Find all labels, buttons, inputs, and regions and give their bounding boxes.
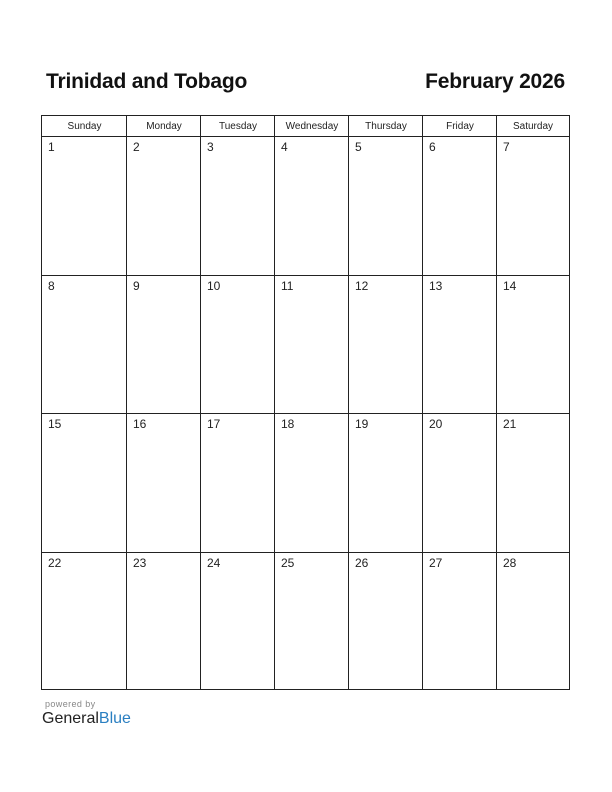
day-number: 20: [429, 417, 443, 431]
day-cell: [423, 553, 497, 689]
grid-line-vertical: [200, 116, 201, 689]
day-number: 18: [281, 417, 295, 431]
day-number: 27: [429, 556, 443, 570]
day-number: 1: [48, 140, 55, 154]
day-number: 5: [355, 140, 362, 154]
calendar-grid: [41, 115, 570, 690]
day-cell: [42, 414, 127, 553]
calendar-country-title: Trinidad and Tobago: [46, 70, 248, 93]
day-cell: [275, 553, 349, 689]
powered-by-label: powered by: [45, 699, 96, 709]
day-number: 15: [48, 417, 62, 431]
day-cell: [127, 553, 201, 689]
day-number: 10: [207, 279, 221, 293]
day-number: 24: [207, 556, 221, 570]
day-number: 11: [281, 279, 294, 293]
day-number: 25: [281, 556, 295, 570]
weekday-wednesday: Wednesday: [285, 121, 339, 132]
grid-line-vertical: [274, 116, 275, 689]
logo-text-blue: Blue: [98, 710, 131, 727]
grid-line-vertical: [422, 116, 423, 689]
week-row-3: [42, 414, 569, 553]
week-row-1: [42, 137, 569, 275]
day-number: 4: [281, 140, 288, 154]
weekday-header-row: [42, 116, 569, 137]
week-row-4: [42, 553, 569, 689]
day-number: 26: [355, 556, 369, 570]
day-number: 14: [503, 279, 517, 293]
day-cell: [497, 414, 569, 553]
day-cell: [201, 137, 275, 275]
day-number: 9: [133, 279, 140, 293]
weekday-thursday: Thursday: [365, 121, 407, 132]
day-cell: [201, 414, 275, 553]
day-number: 16: [133, 417, 147, 431]
day-number: 2: [133, 140, 140, 154]
grid-line-horizontal: [42, 552, 569, 553]
week-row-2: [42, 276, 569, 414]
day-number: 8: [48, 279, 55, 293]
generalblue-logo[interactable]: [42, 710, 131, 728]
day-cell: [275, 414, 349, 553]
day-cell: [127, 137, 201, 275]
day-cell: [42, 137, 127, 275]
grid-line-vertical: [348, 116, 349, 689]
day-number: 19: [355, 417, 369, 431]
day-number: 28: [503, 556, 517, 570]
day-number: 3: [207, 140, 214, 154]
grid-line-horizontal: [42, 413, 569, 414]
day-number: 12: [355, 279, 369, 293]
weekday-friday: Friday: [446, 121, 474, 132]
day-cell: [349, 414, 423, 553]
day-cell: [349, 276, 423, 414]
day-number: 21: [503, 417, 517, 431]
day-cell: [201, 276, 275, 414]
day-number: 6: [429, 140, 436, 154]
grid-line-vertical: [126, 116, 127, 689]
day-cell: [497, 137, 569, 275]
day-cell: [497, 276, 569, 414]
grid-line-horizontal: [42, 275, 569, 276]
day-number: 23: [133, 556, 147, 570]
day-cell: [275, 276, 349, 414]
day-number: 17: [207, 417, 221, 431]
day-number: 22: [48, 556, 62, 570]
day-cell: [42, 276, 127, 414]
day-cell: [42, 553, 127, 689]
day-cell: [423, 137, 497, 275]
day-number: 13: [429, 279, 443, 293]
weekday-sunday: Sunday: [67, 121, 102, 132]
day-cell: [127, 276, 201, 414]
day-cell: [349, 137, 423, 275]
day-cell: [423, 276, 497, 414]
day-cell: [127, 414, 201, 553]
grid-line-vertical: [496, 116, 497, 689]
day-cell: [201, 553, 275, 689]
day-cell: [497, 553, 569, 689]
day-cell: [349, 553, 423, 689]
weekday-tuesday: Tuesday: [219, 121, 257, 132]
weekday-monday: Monday: [146, 121, 182, 132]
day-cell: [423, 414, 497, 553]
day-number: 7: [503, 140, 510, 154]
calendar-month-title: February 2026: [425, 70, 565, 93]
weekday-saturday: Saturday: [512, 121, 554, 132]
logo-text-general: General: [42, 710, 99, 727]
day-cell: [275, 137, 349, 275]
